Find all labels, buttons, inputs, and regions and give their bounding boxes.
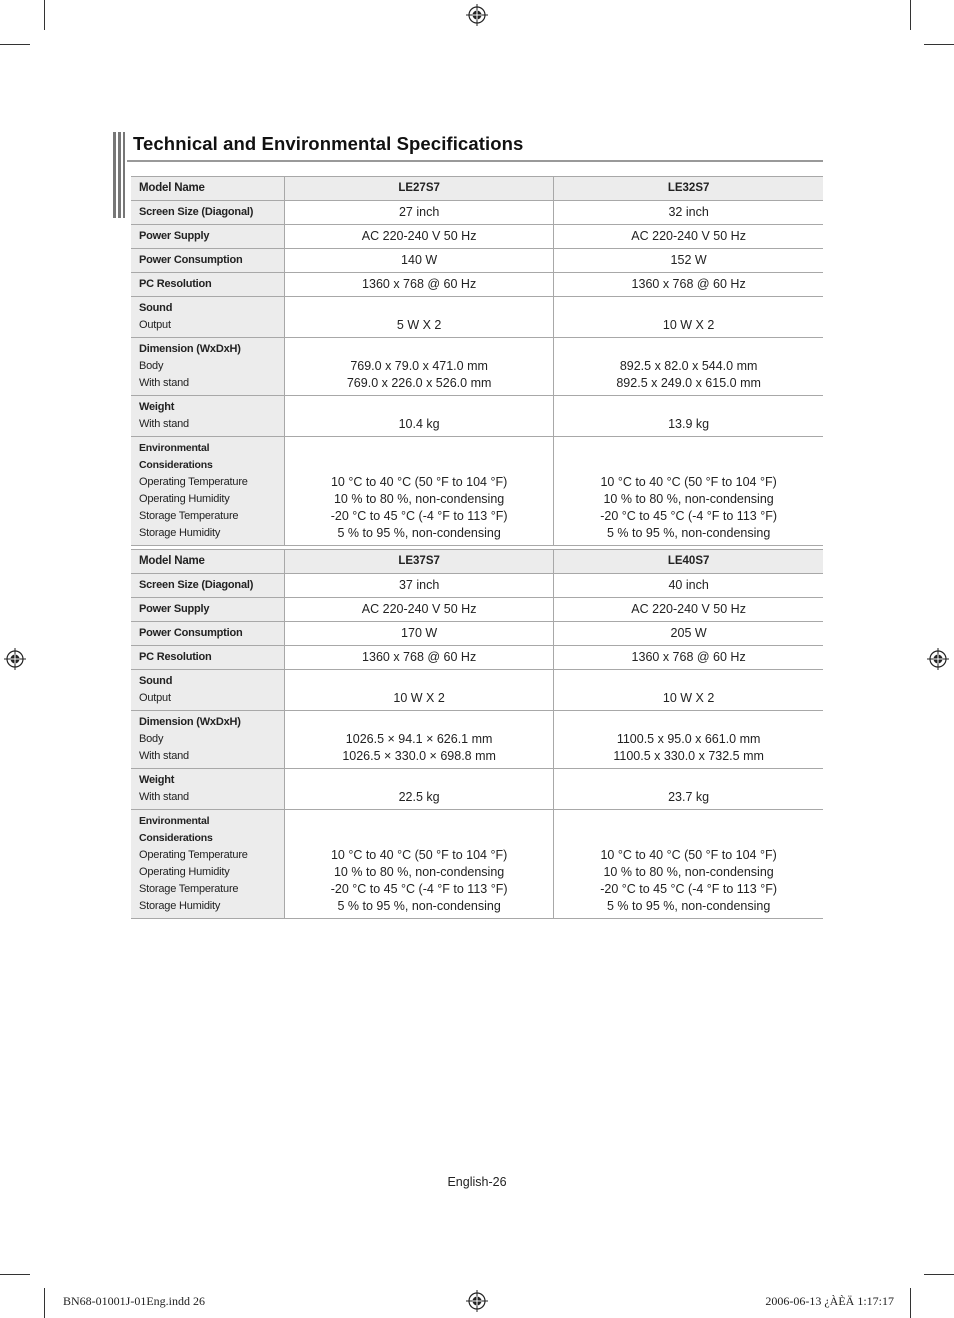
row-label: Sound Output <box>131 670 285 711</box>
table-cell: 1360 x 768 @ 60 Hz <box>285 273 554 297</box>
table-row <box>131 201 823 225</box>
crop-mark-icon <box>924 44 954 45</box>
crop-mark-icon <box>0 44 30 45</box>
table-cell: 170 W <box>285 622 554 646</box>
table-cell: 769.0 x 79.0 x 471.0 mm 769.0 x 226.0 x 526.0 mm <box>285 338 554 396</box>
table-cell: 205 W <box>554 622 823 646</box>
crop-mark-icon <box>910 1288 911 1318</box>
title-rule <box>127 160 823 162</box>
table-cell: AC 220-240 V 50 Hz <box>285 225 554 249</box>
table-cell: 1360 x 768 @ 60 Hz <box>285 646 554 670</box>
row-label: Environmental Considerations Operating Temperature Operating Humidity Storage Temperature Storage Humidity <box>131 437 285 546</box>
row-label: Screen Size (Diagonal) <box>131 201 285 225</box>
spec-table-1 <box>131 176 823 546</box>
table-cell: 1100.5 x 95.0 x 661.0 mm 1100.5 x 330.0 x 732.5 mm <box>554 711 823 769</box>
table-cell: 37 inch <box>285 574 554 598</box>
table-row <box>131 338 823 396</box>
row-label: PC Resolution <box>131 273 285 297</box>
table-cell: 10 °C to 40 °C (50 °F to 104 °F) 10 % to 80 %, non-condensing -20 °C to 45 °C (-4 °F to 113 °F) 5 % to 95 %, non-condensing <box>285 810 554 919</box>
crop-mark-icon <box>44 0 45 30</box>
table-cell: 152 W <box>554 249 823 273</box>
row-label: Power Supply <box>131 598 285 622</box>
registration-mark-icon <box>4 648 26 670</box>
row-label: Dimension (WxDxH) Body With stand <box>131 338 285 396</box>
table-row <box>131 598 823 622</box>
crop-mark-icon <box>910 0 911 30</box>
row-label: Dimension (WxDxH) Body With stand <box>131 711 285 769</box>
table-cell: 1360 x 768 @ 60 Hz <box>554 646 823 670</box>
title-accent-bar <box>113 132 127 218</box>
model-name: LE32S7 <box>554 177 823 201</box>
table-cell: 13.9 kg <box>554 396 823 437</box>
row-label: Power Consumption <box>131 249 285 273</box>
table-row <box>131 769 823 810</box>
crop-mark-icon <box>924 1274 954 1275</box>
model-name: LE37S7 <box>285 550 554 574</box>
page-number: English-26 <box>447 1175 507 1189</box>
registration-mark-icon <box>927 648 949 670</box>
crop-mark-icon <box>44 1288 45 1318</box>
row-label: Sound Output <box>131 297 285 338</box>
table-row <box>131 646 823 670</box>
row-label: Weight With stand <box>131 396 285 437</box>
table-row <box>131 810 823 919</box>
date-slug: 2006-06-13 ¿ÀÈÄ 1:17:17 <box>765 1294 894 1308</box>
spec-table-2 <box>131 549 823 919</box>
table-cell: 140 W <box>285 249 554 273</box>
row-label: Environmental Considerations Operating Temperature Operating Humidity Storage Temperature Storage Humidity <box>131 810 285 919</box>
table-cell: 27 inch <box>285 201 554 225</box>
row-label: Model Name <box>131 550 285 574</box>
table-row <box>131 225 823 249</box>
file-slug: BN68-01001J-01Eng.indd 26 <box>63 1294 205 1308</box>
table-cell: 5 W X 2 <box>285 297 554 338</box>
page-title: Technical and Environmental Specifications <box>133 133 524 154</box>
table-cell: AC 220-240 V 50 Hz <box>554 225 823 249</box>
table-cell: 22.5 kg <box>285 769 554 810</box>
table-row <box>131 297 823 338</box>
table-cell: 10 W X 2 <box>554 670 823 711</box>
row-label: Weight With stand <box>131 769 285 810</box>
row-label: PC Resolution <box>131 646 285 670</box>
table-row <box>131 574 823 598</box>
table-cell: 1026.5 × 94.1 × 626.1 mm 1026.5 × 330.0 × 698.8 mm <box>285 711 554 769</box>
table-row <box>131 177 823 201</box>
table-cell: 23.7 kg <box>554 769 823 810</box>
table-cell: AC 220-240 V 50 Hz <box>285 598 554 622</box>
table-row <box>131 249 823 273</box>
model-name: LE40S7 <box>554 550 823 574</box>
row-label: Power Consumption <box>131 622 285 646</box>
table-row <box>131 711 823 769</box>
table-cell: 10 °C to 40 °C (50 °F to 104 °F) 10 % to 80 %, non-condensing -20 °C to 45 °C (-4 °F to 113 °F) 5 % to 95 %, non-condensing <box>554 810 823 919</box>
table-cell: 10 °C to 40 °C (50 °F to 104 °F) 10 % to 80 %, non-condensing -20 °C to 45 °C (-4 °F to 113 °F) 5 % to 95 %, non-condensing <box>554 437 823 546</box>
crop-mark-icon <box>0 1274 30 1275</box>
registration-mark-icon <box>466 4 488 26</box>
table-cell: 10.4 kg <box>285 396 554 437</box>
table-cell: 32 inch <box>554 201 823 225</box>
table-cell: AC 220-240 V 50 Hz <box>554 598 823 622</box>
table-row <box>131 550 823 574</box>
table-row <box>131 396 823 437</box>
table-cell: 10 W X 2 <box>554 297 823 338</box>
table-cell: 10 W X 2 <box>285 670 554 711</box>
table-row <box>131 670 823 711</box>
table-cell: 40 inch <box>554 574 823 598</box>
table-row <box>131 437 823 546</box>
model-name: LE27S7 <box>285 177 554 201</box>
row-label: Power Supply <box>131 225 285 249</box>
table-cell: 892.5 x 82.0 x 544.0 mm 892.5 x 249.0 x 615.0 mm <box>554 338 823 396</box>
table-row <box>131 622 823 646</box>
row-label: Model Name <box>131 177 285 201</box>
row-label: Screen Size (Diagonal) <box>131 574 285 598</box>
table-cell: 10 °C to 40 °C (50 °F to 104 °F) 10 % to 80 %, non-condensing -20 °C to 45 °C (-4 °F to 113 °F) 5 % to 95 %, non-condensing <box>285 437 554 546</box>
registration-mark-icon <box>466 1290 488 1312</box>
table-row <box>131 273 823 297</box>
table-cell: 1360 x 768 @ 60 Hz <box>554 273 823 297</box>
